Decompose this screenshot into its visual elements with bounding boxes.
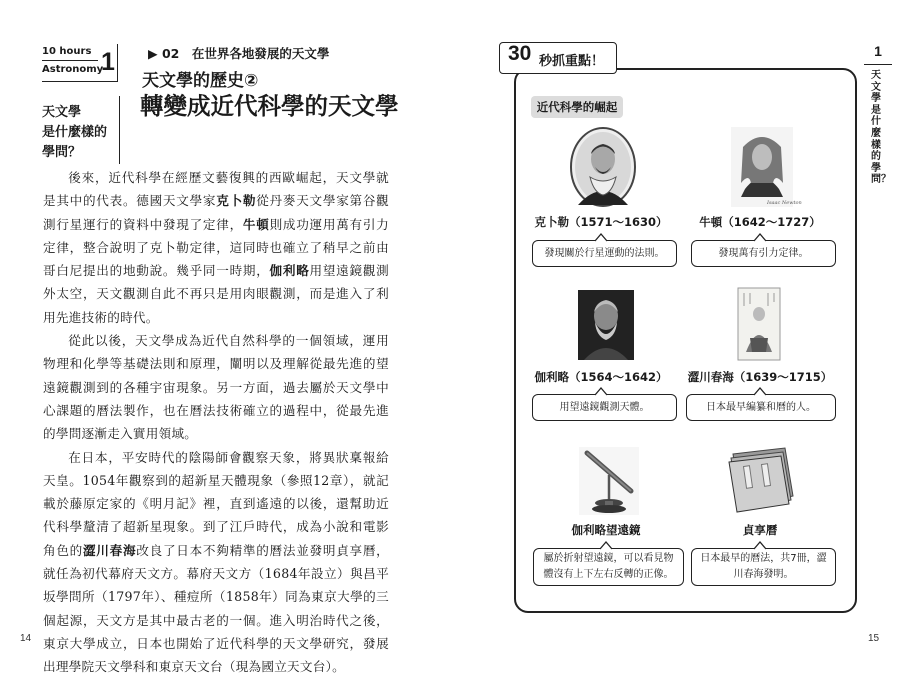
page-number-left: 14 <box>20 633 32 644</box>
speech-pointer-icon <box>754 542 766 549</box>
side-tab-number: 1 <box>874 43 882 59</box>
body-paragraph <box>43 446 389 679</box>
shibukawa-portrait <box>738 288 780 360</box>
side-label-line: 天文學 <box>42 105 82 120</box>
body-text <box>43 166 389 679</box>
page-title: 轉變成近代科學的天文學 <box>140 92 399 120</box>
item-name: 伽利略（1564〜1642） <box>534 370 668 384</box>
highlight-term: 澀川春海 <box>82 542 137 558</box>
item-description: 日本最早的曆法，共7冊，澀川春海發明。 <box>691 548 836 586</box>
highlight-term: 克卜勒 <box>216 193 257 209</box>
side-label-line: 學問？ <box>42 145 82 160</box>
item-name: 澀川春海（1639〜1715） <box>687 370 833 384</box>
highlight-term: 牛頓 <box>242 216 270 232</box>
text-run: 從丹麥天文學家第谷觀測行星運行的資料中發現了定律， <box>43 193 390 232</box>
highlight-term: 伽利略 <box>269 263 310 279</box>
speech-pointer-icon <box>754 388 766 395</box>
item-description: 發現萬有引力定律。 <box>691 240 836 267</box>
badge-text: 秒抓重點！ <box>539 54 605 69</box>
item-name: 牛頓（1642〜1727） <box>699 215 821 229</box>
item-name: 克卜勒（1571〜1630） <box>534 215 668 229</box>
newton-portrait <box>731 127 802 207</box>
speech-pointer-icon <box>754 234 766 241</box>
text-run: 從此以後，天文學成為近代自然科學的一個領域，運用物理和化學等基礎法則和原理，闡明以及理解從最先進的望遠鏡觀測到的各種宇宙現象。另一方面，過去屬於天文學中心課題的曆法製作，也在曆法技術確立的過程中，從最先進的學問逐漸走入實用領域。 <box>43 333 389 442</box>
side-tab-divider <box>864 64 892 65</box>
text-run: 則成功運用萬有引力定律，整合說明了克卜勒定律，這同時也確立了稍早之前由哥白尼提出的地動說。幾乎同一時期， <box>43 216 390 279</box>
item-description: 用望遠鏡觀測天體。 <box>532 394 677 421</box>
text-run: 後來，近代科學在經歷文藝復興的西歐崛起，天文學就是其中的代表。德國天文學家 <box>43 170 389 209</box>
section-tag: 近代科學的崛起 <box>531 96 623 118</box>
speech-pointer-icon <box>595 388 607 395</box>
speech-pointer-icon <box>600 542 612 549</box>
body-paragraph <box>43 329 389 445</box>
badge-number: 30 <box>508 42 532 65</box>
text-run: 在日本，平安時代的陰陽師會觀察天象，將異狀稟報給天皇。1054年觀察到的超新星天體現象（參照12章），就記載於藤原定家的《明月記》裡，直到遙遠的以後，還幫助近代科學釐清了超新星現象。到了江戶時代，成為小說和電影角色的 <box>43 449 389 558</box>
galileo-portrait <box>578 290 634 360</box>
speech-pointer-icon <box>595 234 607 241</box>
section-subheading: ▶ 02 在世界各地發展的天文學 <box>148 46 330 61</box>
svg-text:Isaac Newton: Isaac Newton <box>767 200 802 206</box>
item-description: 日本最早編纂和曆的人。 <box>686 394 836 421</box>
item-description: 屬於折射望遠鏡，可以看見物體沒有上下左右反轉的正像。 <box>533 548 684 586</box>
chapter-number: 1 <box>101 48 115 76</box>
series-hours: 10 hours <box>42 46 92 57</box>
text-run: 用望遠鏡觀測外太空，天文觀測自此不再只是用肉眼觀測，而是進入了利用先進技術的時代。 <box>43 263 390 325</box>
series-subject: Astronomy <box>42 64 104 75</box>
kepler-portrait <box>570 127 636 207</box>
item-name: 貞享曆 <box>742 523 778 537</box>
chapter-side-label <box>42 103 118 163</box>
text-run: 改良了日本不夠精準的曆法並發明貞享曆，就任為初代幕府天文方。幕府天文方（1684年設立）與昌平坂學問所（1797年）、種痘所（1858年）同為東京大學的三個起源，天文方是其中最古老的一個。進入明治時代之後，東京大學成立，日本也開始了近代科學的天文學研究，發展出理學院天文學科和東京天文台（現為國立天文台）。 <box>43 542 390 675</box>
telescope-image <box>579 447 639 515</box>
jokyo-calendar-image <box>727 446 795 512</box>
item-description: 發現關於行星運動的法則。 <box>532 240 677 267</box>
side-label-line: 是什麼樣的 <box>42 125 108 140</box>
page-number-right: 15 <box>868 633 880 644</box>
series-divider <box>42 60 98 61</box>
side-tab-text: 天文學是什麼樣的學問？ <box>871 70 891 186</box>
page-title-small: 天文學的歷史② <box>142 71 259 91</box>
item-name: 伽利略望遠鏡 <box>571 523 641 537</box>
body-paragraph <box>43 166 389 329</box>
